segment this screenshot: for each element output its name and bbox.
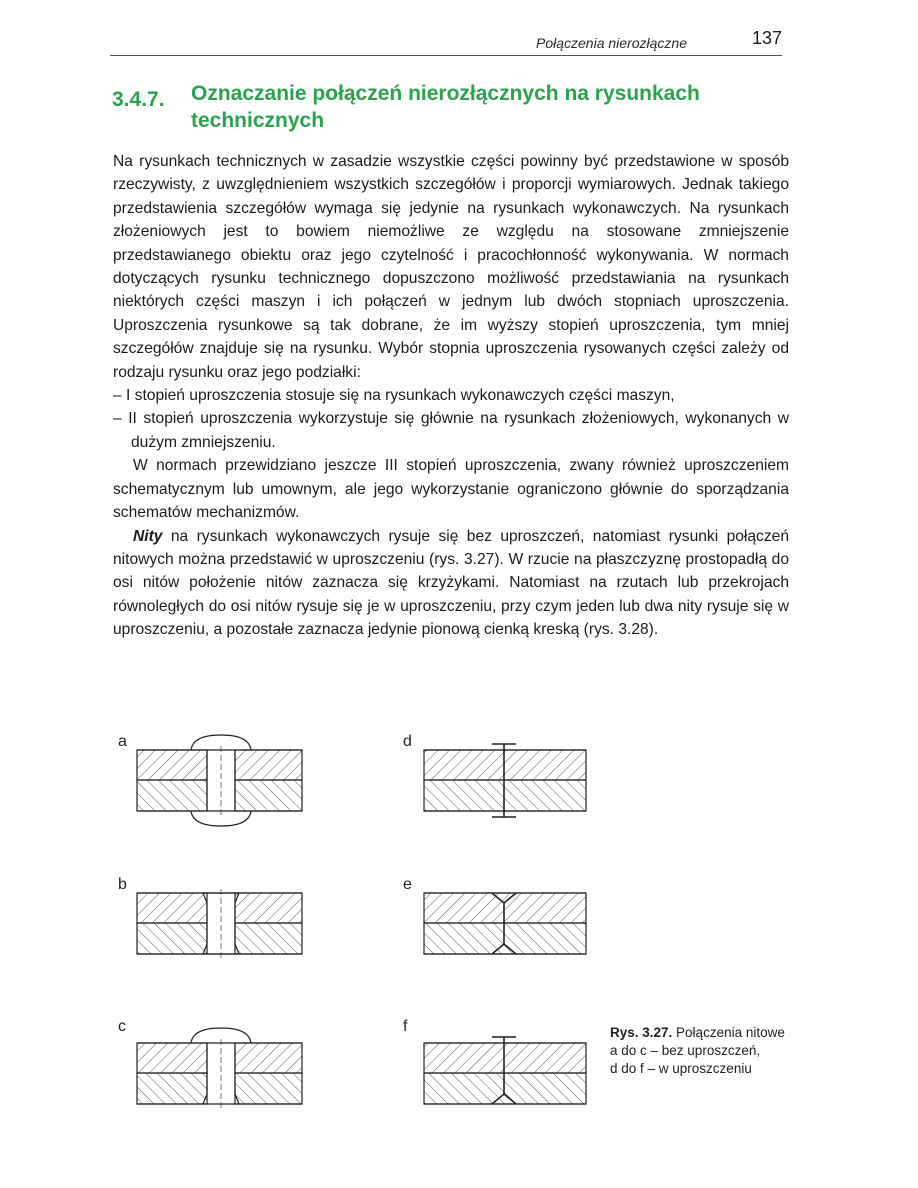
caption-title: Rys. 3.27.	[610, 1025, 673, 1040]
drawing-c	[137, 1028, 302, 1108]
list-item-2: – II stopień uproszczenia wykorzystuje się głównie na rysunkach złożeniowych, wykonanych w dużym zmniejszeniu.	[113, 410, 789, 451]
page-number: 137	[752, 28, 783, 48]
running-head: Połączenia nierozłączne	[536, 35, 687, 51]
caption-line-1: Połączenia nitowe	[672, 1025, 785, 1040]
figure-label-a: a	[118, 733, 127, 750]
list-item-1: – I stopień uproszczenia stosuje się na rysunkach wykonawczych części maszyn,	[113, 387, 675, 405]
paragraph-intro: Na rysunkach technicznych w zasadzie wszystkie części powinny być przedstawione w sposób rzeczywisty, z uwzględnieniem wszystkich szczegółów i proporcji wymiarowych. Jednak takiego przedstawienia szczegółów wymaga się jedynie na rysunkach wykonawczych. Na rysunkach złożeniowych jest to bowiem niemożliwe ze względu na stosowane zmniejszenie przedstawianego obiektu oraz jego czytelność i pracochłonność wykonywania. W normach dotyczących rysunku technicznego dopuszczono możliwość przedstawiania na rysunkach niektórych części maszyn i ich połączeń w jednym lub dwóch stopniach uproszczenia. Uproszczenia rysunkowe są tak dobrane, że im wyższy stopień uproszczenia, tym mniej szczegółów znajduje się na rysunku. Wybór stopnia uproszczenia rysowanych części zależy od rodzaju rysunku oraz jego podziałki:	[113, 153, 789, 381]
drawing-d	[424, 744, 586, 817]
figure-label-e: e	[403, 876, 412, 893]
section-number: 3.4.7.	[112, 88, 165, 111]
caption-line-3: d do f – w uproszczeniu	[610, 1061, 752, 1076]
figure-label-c: c	[118, 1018, 126, 1035]
figure-label-b: b	[118, 876, 127, 893]
caption-line-2: a do c – bez uproszczeń,	[610, 1043, 761, 1058]
figure-label-d: d	[403, 733, 412, 750]
figure-label-f: f	[403, 1018, 408, 1035]
section-title: Oznaczanie połączeń nierozłącznych na rysunkach technicznych	[191, 82, 700, 132]
paragraph-norms: W normach przewidziano jeszcze III stopień uproszczenia, zwany również uproszczeniem schematycznym lub umownym, ale jego wykorzystanie ograniczono głównie do sporządzania schematów mechanizmów.	[113, 457, 789, 522]
figure-caption	[610, 1024, 800, 1078]
drawing-b	[137, 889, 302, 958]
term-nity: Nity	[133, 527, 163, 545]
drawing-a	[137, 735, 302, 826]
drawing-e	[424, 893, 586, 954]
drawing-f	[424, 1037, 586, 1104]
paragraph-rivets-text: na rysunkach wykonawczych rysuje się bez uproszczeń, natomiast rysunki połączeń nitowych można przedstawić w uproszczeniu (rys. 3.27). W rzucie na płaszczyznę prostopadłą do osi nitów położenie nitów zaznacza się krzyżykami. Natomiast na rzutach lub przekrojach równoległych do osi nitów rysuje się je w uproszczeniu, przy czym jeden lub dwa nity rysuje się w uproszczeniu, a pozostałe zaznacza jedynie pionową cienką kreską (rys. 3.28).	[113, 527, 789, 639]
